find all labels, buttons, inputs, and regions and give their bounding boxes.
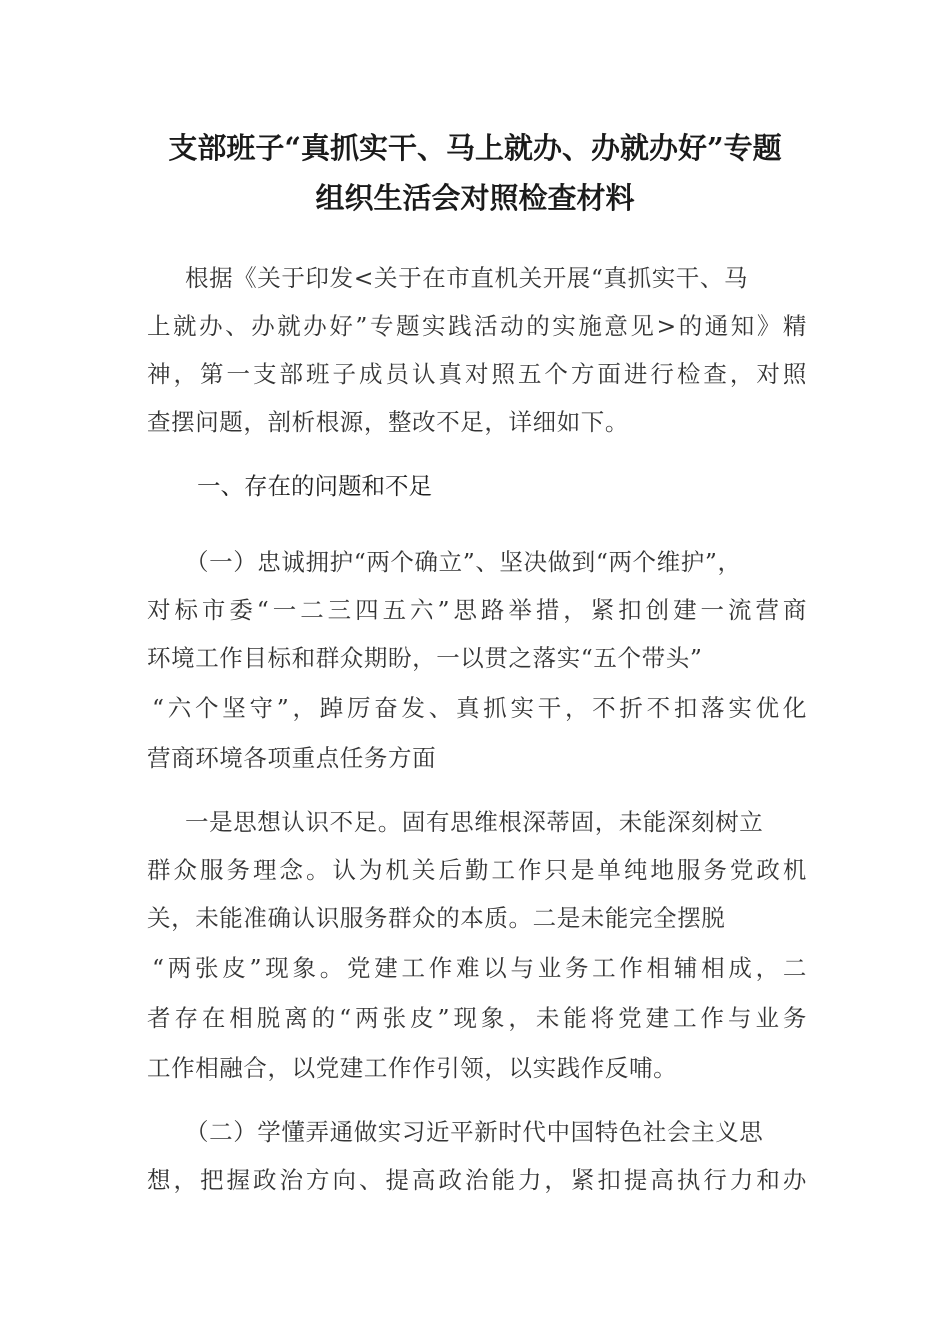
intro-line: 根据《关于印发<关于在市直机关开展“真抓实干、马 bbox=[185, 264, 749, 292]
section1-line: 环境工作目标和群众期盼，一以贯之落实“五个带头” bbox=[147, 644, 703, 672]
section1-body-line: 工作相融合，以党建工作作引领，以实践作反哺。 bbox=[147, 1054, 678, 1082]
section1-body-line: “两张皮”现象。党建工作难以与业务工作相辅相成，二 bbox=[152, 954, 807, 982]
section1-body-line: 关，未能准确认识服务群众的本质。二是未能完全摆脱 bbox=[147, 904, 726, 932]
section1-line: （一）忠诚拥护“两个确立”、坚决做到“两个维护”， bbox=[185, 548, 742, 576]
section-heading: 一、存在的问题和不足 bbox=[197, 472, 432, 500]
intro-line: 上就办、办就办好”专题实践活动的实施意见>的通知》精 bbox=[147, 312, 807, 340]
section1-body-line: 群众服务理念。认为机关后勤工作只是单纯地服务党政机 bbox=[147, 856, 807, 884]
intro-line: 神，第一支部班子成员认真对照五个方面进行检查，对照 bbox=[147, 360, 807, 388]
document-title-line2: 组织生活会对照检查材料 bbox=[315, 181, 635, 215]
section1-line: 营商环境各项重点任务方面 bbox=[147, 744, 437, 772]
section1-body-line: 一是思想认识不足。固有思维根深蒂固，未能深刻树立 bbox=[185, 808, 764, 836]
section2-line: （二）学懂弄通做实习近平新时代中国特色社会主义思 bbox=[185, 1118, 764, 1146]
intro-line: 查摆问题，剖析根源，整改不足，详细如下。 bbox=[147, 408, 629, 436]
section1-body-line: 者存在相脱离的“两张皮”现象，未能将党建工作与业务 bbox=[147, 1004, 807, 1032]
document-title-line1: 支部班子“真抓实干、马上就办、办就办好”专题 bbox=[168, 131, 782, 165]
section1-line: 对标市委“一二三四五六”思路举措，紧扣创建一流营商 bbox=[147, 596, 807, 624]
section1-line: “六个坚守”，踔厉奋发、真抓实干，不折不扣落实优化 bbox=[152, 694, 807, 722]
section2-line: 想，把握政治方向、提高政治能力，紧扣提高执行力和办 bbox=[147, 1166, 807, 1194]
